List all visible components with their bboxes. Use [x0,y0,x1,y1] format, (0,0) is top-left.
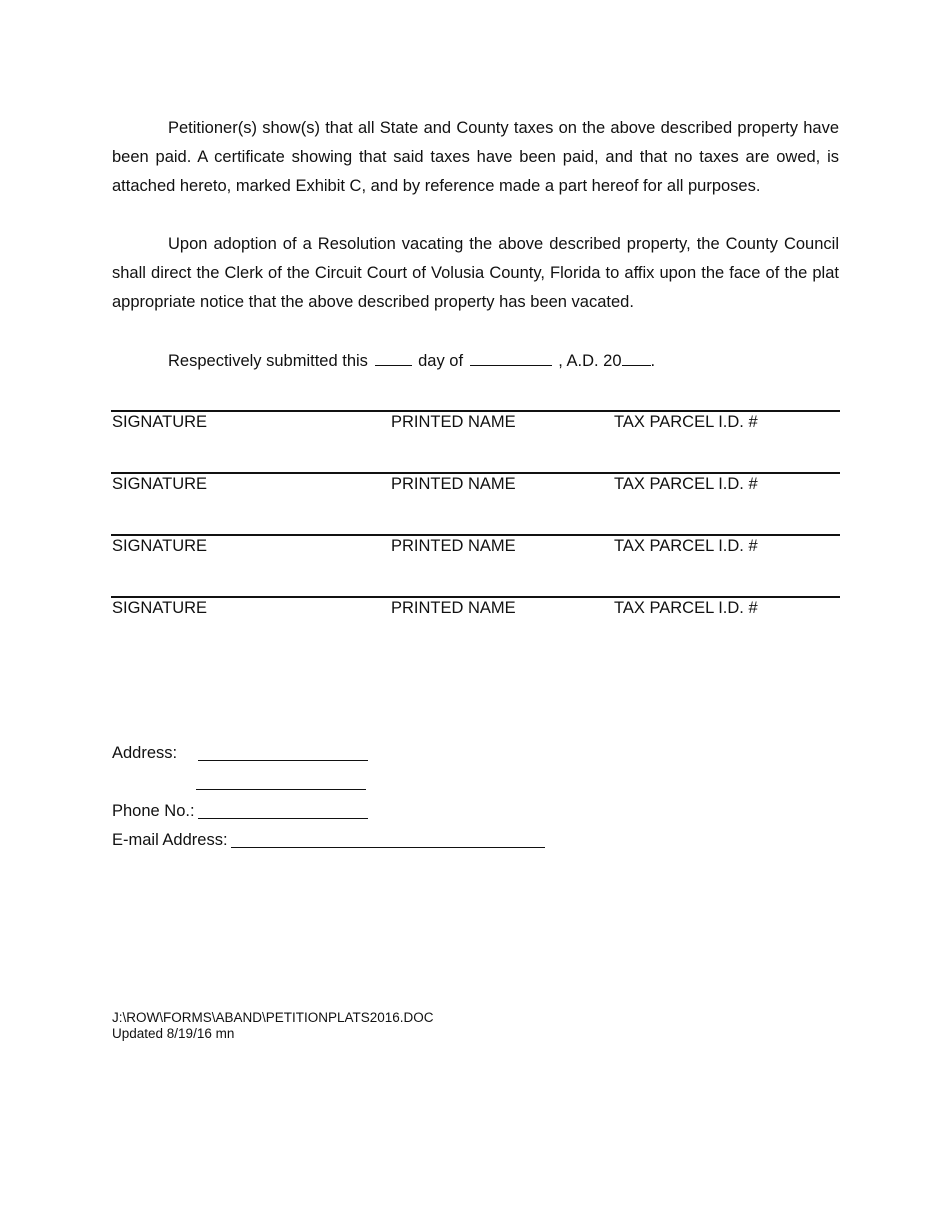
email-line[interactable] [231,829,545,848]
printed-name-label: PRINTED NAME [391,413,516,431]
signature-row [111,534,840,556]
printed-name-label: PRINTED NAME [391,537,516,555]
submission-ad: , A.D. 20 [558,352,622,370]
printed-name-label: PRINTED NAME [391,599,516,617]
signature-row [111,596,840,618]
day-blank[interactable] [375,347,412,366]
updated-note: Updated 8/19/16 mn [112,1026,235,1041]
taxes-paragraph: Petitioner(s) show(s) that all State and County taxes on the above described property have been paid. A certificate showing that said taxes have been paid, and that no taxes are owed, is attached hereto, marked Exhibit C, and by reference made a part hereof for all purposes. [112,119,839,195]
email-label: E-mail Address: [112,831,228,849]
resolution-paragraph: Upon adoption of a Resolution vacating the above described property, the County Council shall direct the Clerk of the Circuit Court of Volusia County, Florida to affix upon the face of the plat appropriate notice that the above described property has been vacated. [112,235,839,311]
submission-end: . [650,352,656,370]
phone-line[interactable] [198,800,368,819]
tax-parcel-label: TAX PARCEL I.D. # [614,413,758,431]
submission-day-of: day of [418,352,464,370]
tax-parcel-label: TAX PARCEL I.D. # [614,537,758,555]
submission-prefix: Respectively submitted this [168,352,368,370]
year-blank[interactable] [622,347,651,366]
signature-label: SIGNATURE [112,475,208,493]
printed-name-label: PRINTED NAME [391,475,516,493]
address-label: Address: [112,744,178,762]
address-line-1[interactable] [198,742,368,761]
tax-parcel-label: TAX PARCEL I.D. # [614,475,758,493]
tax-parcel-label: TAX PARCEL I.D. # [614,599,758,617]
signature-label: SIGNATURE [112,413,208,431]
phone-label: Phone No.: [112,802,195,820]
signature-row [111,472,840,494]
signature-label: SIGNATURE [112,599,208,617]
submission-line [168,347,655,376]
footer [112,1010,434,1042]
month-blank[interactable] [470,347,552,366]
signature-label: SIGNATURE [112,537,208,555]
document-path: J:\ROW\FORMS\ABAND\PETITIONPLATS2016.DOC [112,1010,434,1025]
address-line-2[interactable] [196,771,366,790]
signature-row [111,410,840,432]
